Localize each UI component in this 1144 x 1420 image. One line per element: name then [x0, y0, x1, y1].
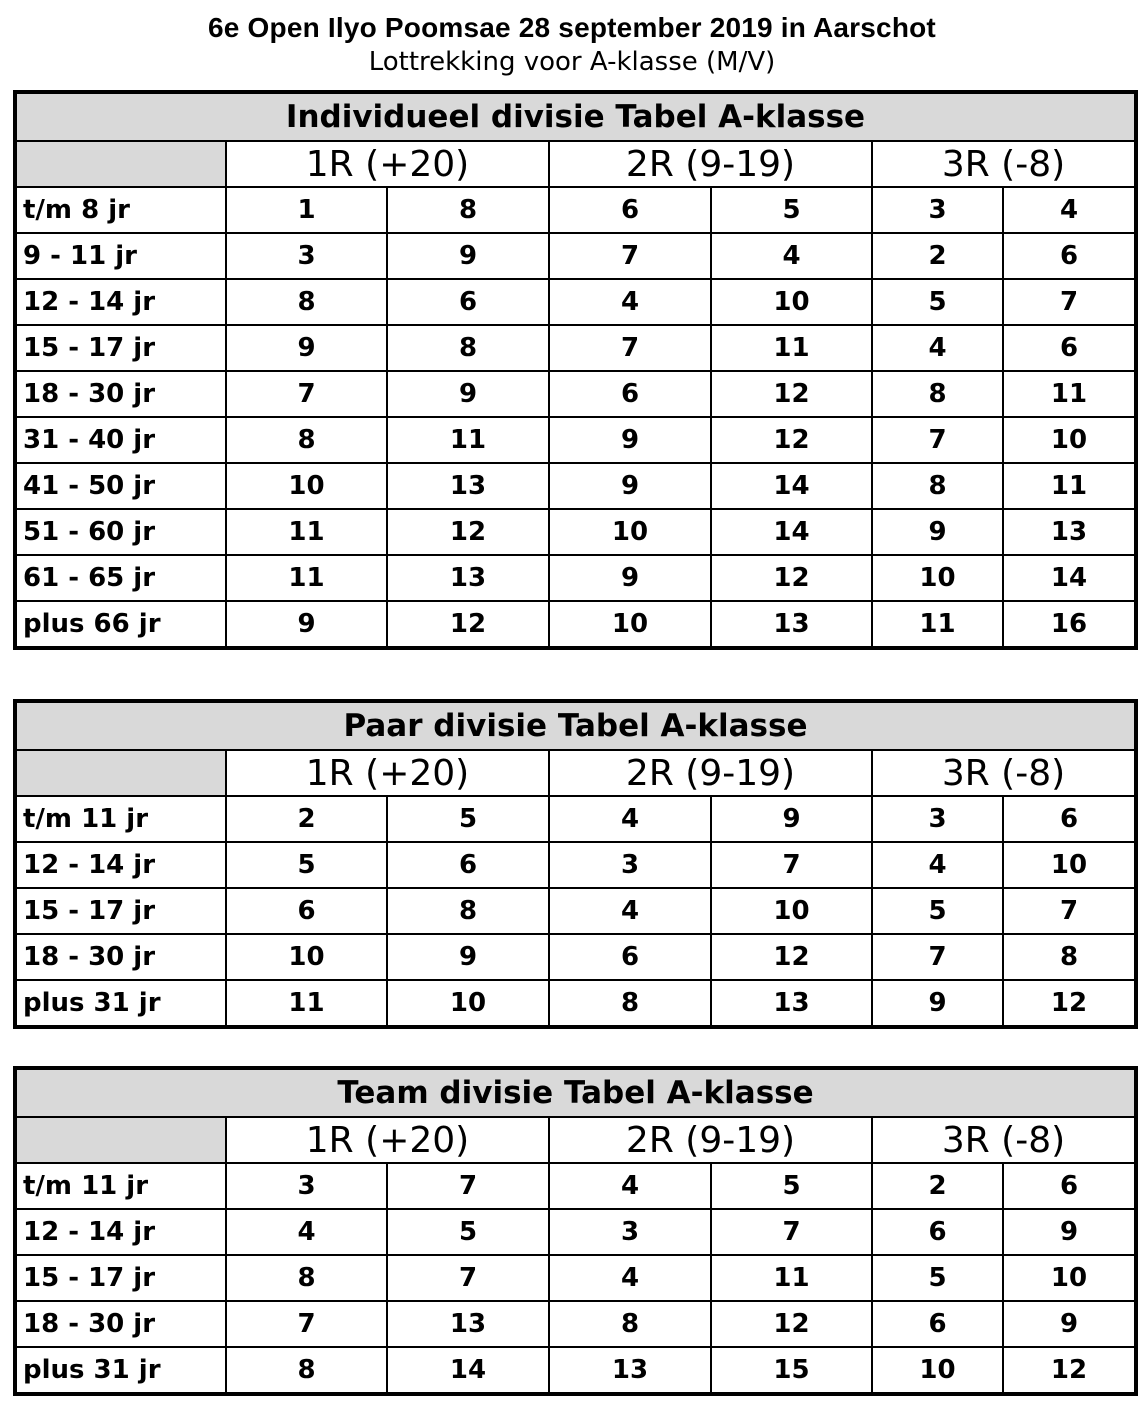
draw-number-cell: 8 — [387, 888, 549, 934]
age-category-cell: 12 - 14 jr — [15, 279, 226, 325]
draw-number-cell: 11 — [872, 601, 1003, 648]
draw-number-cell: 12 — [1003, 980, 1136, 1027]
draw-number-cell: 6 — [872, 1301, 1003, 1347]
age-category-cell: 18 - 30 jr — [15, 371, 226, 417]
age-category-cell: t/m 11 jr — [15, 796, 226, 842]
draw-number-cell: 13 — [387, 1301, 549, 1347]
draw-number-cell: 11 — [1003, 371, 1136, 417]
round-group-header: 2R (9-19) — [549, 1117, 872, 1163]
draw-number-cell: 9 — [1003, 1301, 1136, 1347]
draw-number-cell: 5 — [872, 888, 1003, 934]
age-category-cell: plus 66 jr — [15, 601, 226, 648]
draw-number-cell: 6 — [1003, 1163, 1136, 1209]
draw-number-cell: 6 — [1003, 325, 1136, 371]
draw-number-cell: 12 — [1003, 1347, 1136, 1394]
table-row — [15, 279, 1136, 325]
age-category-cell: t/m 8 jr — [15, 187, 226, 233]
draw-number-cell: 12 — [387, 509, 549, 555]
draw-number-cell: 4 — [872, 325, 1003, 371]
draw-number-cell: 4 — [226, 1209, 387, 1255]
category-header-cell — [15, 141, 226, 187]
draw-number-cell: 4 — [872, 842, 1003, 888]
draw-number-cell: 12 — [711, 417, 872, 463]
draw-number-cell: 6 — [1003, 796, 1136, 842]
draw-number-cell: 2 — [226, 796, 387, 842]
table-row — [15, 1347, 1136, 1394]
round-group-header: 1R (+20) — [226, 141, 549, 187]
draw-number-cell: 5 — [711, 187, 872, 233]
draw-number-cell: 4 — [549, 279, 711, 325]
draw-number-cell: 10 — [872, 1347, 1003, 1394]
document-subtitle: Lottrekking voor A-klasse (M/V) — [368, 47, 776, 77]
draw-number-cell: 11 — [226, 980, 387, 1027]
draw-number-cell: 16 — [1003, 601, 1136, 648]
draw-number-cell: 8 — [872, 463, 1003, 509]
draw-number-cell: 10 — [549, 509, 711, 555]
draw-number-cell: 14 — [711, 463, 872, 509]
draw-number-cell: 5 — [387, 1209, 549, 1255]
draw-number-cell: 10 — [711, 888, 872, 934]
draw-number-cell: 4 — [549, 1255, 711, 1301]
age-category-cell: 41 - 50 jr — [15, 463, 226, 509]
table-row — [15, 934, 1136, 980]
age-category-cell: 18 - 30 jr — [15, 934, 226, 980]
category-header-cell — [15, 1117, 226, 1163]
age-category-cell: 15 - 17 jr — [15, 325, 226, 371]
draw-number-cell: 13 — [549, 1347, 711, 1394]
age-category-cell: 31 - 40 jr — [15, 417, 226, 463]
draw-number-cell: 9 — [872, 509, 1003, 555]
age-category-cell: 12 - 14 jr — [15, 1209, 226, 1255]
draw-number-cell: 6 — [387, 842, 549, 888]
round-group-header: 3R (-8) — [872, 1117, 1136, 1163]
age-category-cell: 15 - 17 jr — [15, 1255, 226, 1301]
draw-number-cell: 9 — [549, 417, 711, 463]
draw-number-cell: 14 — [387, 1347, 549, 1394]
table-row — [15, 1301, 1136, 1347]
draw-number-cell: 14 — [711, 509, 872, 555]
table-row — [15, 463, 1136, 509]
draw-number-cell: 6 — [226, 888, 387, 934]
draw-number-cell: 10 — [872, 555, 1003, 601]
draw-number-cell: 7 — [1003, 888, 1136, 934]
category-header-cell — [15, 750, 226, 796]
draw-number-cell: 12 — [387, 601, 549, 648]
table-row — [15, 888, 1136, 934]
draw-number-cell: 7 — [872, 934, 1003, 980]
table-row — [15, 1163, 1136, 1209]
draw-number-cell: 13 — [1003, 509, 1136, 555]
draw-number-cell: 8 — [226, 417, 387, 463]
draw-number-cell: 8 — [387, 187, 549, 233]
table-row — [15, 233, 1136, 279]
draw-number-cell: 9 — [872, 980, 1003, 1027]
round-group-header: 1R (+20) — [226, 1117, 549, 1163]
draw-number-cell: 13 — [387, 463, 549, 509]
draw-number-cell: 5 — [226, 842, 387, 888]
round-group-header: 3R (-8) — [872, 750, 1136, 796]
draw-number-cell: 8 — [549, 980, 711, 1027]
draw-number-cell: 10 — [549, 601, 711, 648]
draw-number-cell: 9 — [549, 463, 711, 509]
draw-number-cell: 10 — [1003, 417, 1136, 463]
draw-number-cell: 9 — [1003, 1209, 1136, 1255]
draw-number-cell: 9 — [387, 233, 549, 279]
draw-number-cell: 7 — [549, 325, 711, 371]
draw-number-cell: 14 — [1003, 555, 1136, 601]
draw-number-cell: 12 — [711, 371, 872, 417]
draw-number-cell: 11 — [1003, 463, 1136, 509]
table-row — [15, 187, 1136, 233]
draw-number-cell: 7 — [549, 233, 711, 279]
table-row — [15, 601, 1136, 648]
draw-number-cell: 7 — [387, 1255, 549, 1301]
draw-number-cell: 11 — [226, 509, 387, 555]
document-title: 6e Open Ilyo Poomsae 28 september 2019 in Aarschot — [208, 12, 936, 43]
draw-number-cell: 8 — [226, 1255, 387, 1301]
table-title: Paar divisie Tabel A-klasse — [15, 701, 1136, 750]
draw-number-cell: 3 — [872, 187, 1003, 233]
draw-number-cell: 13 — [711, 601, 872, 648]
table-row — [15, 417, 1136, 463]
draw-number-cell: 9 — [387, 371, 549, 417]
draw-number-cell: 12 — [711, 555, 872, 601]
draw-number-cell: 9 — [226, 325, 387, 371]
draw-number-cell: 7 — [1003, 279, 1136, 325]
table-row — [15, 555, 1136, 601]
draw-number-cell: 8 — [226, 1347, 387, 1394]
table-row — [15, 1209, 1136, 1255]
draw-number-cell: 2 — [872, 1163, 1003, 1209]
draw-number-cell: 7 — [711, 842, 872, 888]
draw-number-cell: 11 — [711, 325, 872, 371]
draw-number-cell: 7 — [387, 1163, 549, 1209]
table-row — [15, 980, 1136, 1027]
age-category-cell: 9 - 11 jr — [15, 233, 226, 279]
draw-number-cell: 13 — [387, 555, 549, 601]
draw-number-cell: 4 — [549, 888, 711, 934]
draw-number-cell: 15 — [711, 1347, 872, 1394]
draw-number-cell: 7 — [872, 417, 1003, 463]
draw-number-cell: 6 — [1003, 233, 1136, 279]
draw-number-cell: 4 — [1003, 187, 1136, 233]
draw-number-cell: 7 — [226, 1301, 387, 1347]
age-category-cell: plus 31 jr — [15, 1347, 226, 1394]
draw-number-cell: 13 — [711, 980, 872, 1027]
draw-number-cell: 11 — [387, 417, 549, 463]
draw-number-cell: 10 — [387, 980, 549, 1027]
age-category-cell: 61 - 65 jr — [15, 555, 226, 601]
table-row — [15, 325, 1136, 371]
table-row — [15, 796, 1136, 842]
draw-number-cell: 6 — [549, 371, 711, 417]
draw-number-cell: 6 — [387, 279, 549, 325]
draw-number-cell: 10 — [1003, 842, 1136, 888]
draw-number-cell: 11 — [226, 555, 387, 601]
draw-number-cell: 4 — [711, 233, 872, 279]
draw-number-cell: 3 — [549, 1209, 711, 1255]
draw-number-cell: 9 — [226, 601, 387, 648]
age-category-cell: 51 - 60 jr — [15, 509, 226, 555]
draw-number-cell: 6 — [872, 1209, 1003, 1255]
draw-number-cell: 5 — [711, 1163, 872, 1209]
draw-number-cell: 10 — [711, 279, 872, 325]
round-group-header: 3R (-8) — [872, 141, 1136, 187]
draw-number-cell: 3 — [549, 842, 711, 888]
age-category-cell: 15 - 17 jr — [15, 888, 226, 934]
draw-number-cell: 4 — [549, 1163, 711, 1209]
draw-number-cell: 12 — [711, 934, 872, 980]
table-row — [15, 371, 1136, 417]
table-row — [15, 1255, 1136, 1301]
age-category-cell: plus 31 jr — [15, 980, 226, 1027]
draw-number-cell: 9 — [549, 555, 711, 601]
draw-number-cell: 8 — [549, 1301, 711, 1347]
round-group-header: 1R (+20) — [226, 750, 549, 796]
round-group-header: 2R (9-19) — [549, 141, 872, 187]
draw-number-cell: 2 — [872, 233, 1003, 279]
draw-number-cell: 11 — [711, 1255, 872, 1301]
draw-number-cell: 8 — [387, 325, 549, 371]
draw-number-cell: 4 — [549, 796, 711, 842]
age-category-cell: t/m 11 jr — [15, 1163, 226, 1209]
draw-number-cell: 6 — [549, 934, 711, 980]
individual-division-table — [13, 90, 1138, 650]
table-title: Individueel divisie Tabel A-klasse — [15, 92, 1136, 141]
draw-number-cell: 3 — [226, 1163, 387, 1209]
draw-number-cell: 12 — [711, 1301, 872, 1347]
draw-number-cell: 8 — [226, 279, 387, 325]
table-row — [15, 842, 1136, 888]
age-category-cell: 12 - 14 jr — [15, 842, 226, 888]
draw-number-cell: 9 — [711, 796, 872, 842]
draw-number-cell: 7 — [711, 1209, 872, 1255]
draw-number-cell: 10 — [226, 934, 387, 980]
draw-number-cell: 5 — [872, 279, 1003, 325]
team-division-table — [13, 1066, 1138, 1396]
draw-number-cell: 8 — [872, 371, 1003, 417]
draw-number-cell: 5 — [387, 796, 549, 842]
round-group-header: 2R (9-19) — [549, 750, 872, 796]
draw-number-cell: 1 — [226, 187, 387, 233]
draw-number-cell: 7 — [226, 371, 387, 417]
draw-number-cell: 9 — [387, 934, 549, 980]
draw-number-cell: 3 — [226, 233, 387, 279]
draw-number-cell: 6 — [549, 187, 711, 233]
table-title: Team divisie Tabel A-klasse — [15, 1068, 1136, 1117]
draw-number-cell: 3 — [872, 796, 1003, 842]
pair-division-table — [13, 699, 1138, 1029]
draw-number-cell: 5 — [872, 1255, 1003, 1301]
draw-number-cell: 10 — [226, 463, 387, 509]
draw-number-cell: 8 — [1003, 934, 1136, 980]
age-category-cell: 18 - 30 jr — [15, 1301, 226, 1347]
table-row — [15, 509, 1136, 555]
draw-number-cell: 10 — [1003, 1255, 1136, 1301]
